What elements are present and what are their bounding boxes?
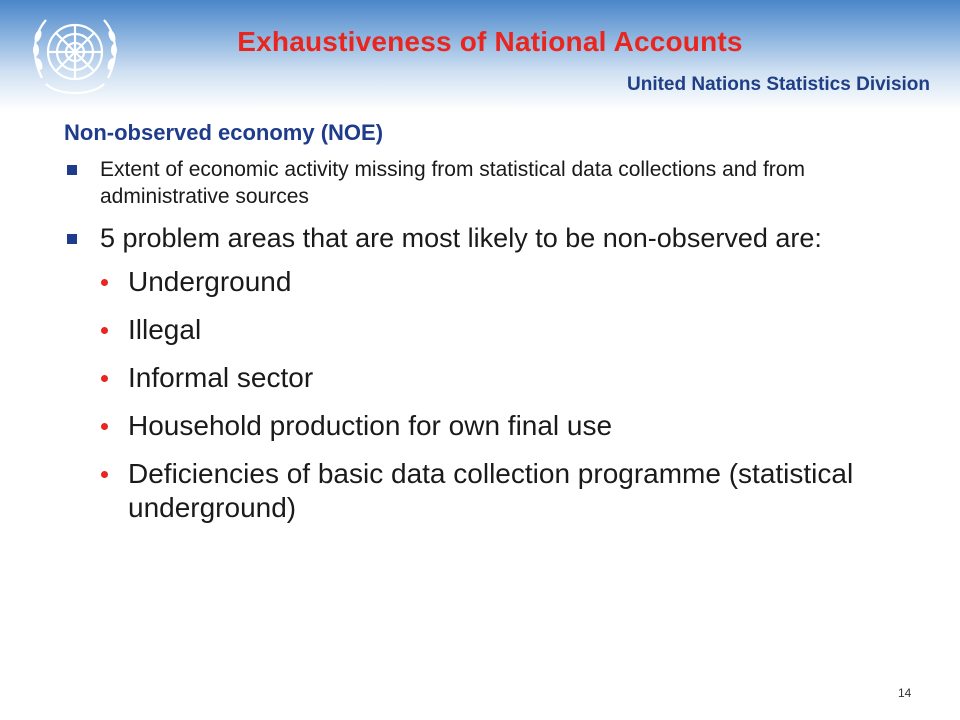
- bullet-point: [64, 222, 924, 255]
- slide-title: Exhaustiveness of National Accounts: [237, 26, 743, 57]
- section-heading: Non-observed economy (NOE): [64, 120, 384, 145]
- bullet-text: 5 problem areas that are most likely to be non-observed are:: [100, 223, 822, 253]
- list-item-text: Informal sector: [128, 362, 314, 393]
- dot-bullet-icon: [101, 375, 108, 382]
- bullet-point: [64, 156, 924, 210]
- bullet-text: Extent of economic activity missing from statistical data collections and from administrative sources: [100, 158, 805, 208]
- list-item-text: Illegal: [128, 314, 202, 345]
- organization-name: United Nations Statistics Division: [627, 74, 930, 95]
- list-item: [64, 313, 924, 347]
- problem-areas-list: [64, 265, 924, 525]
- dot-bullet-icon: [101, 327, 108, 334]
- square-bullet-icon: [67, 234, 77, 244]
- slide-header: [0, 0, 960, 110]
- list-item: [64, 409, 924, 443]
- list-item: [64, 265, 924, 299]
- square-bullet-icon: [67, 165, 77, 175]
- list-item: [64, 457, 924, 525]
- page-number: 14: [898, 686, 912, 700]
- list-item-text: Underground: [128, 266, 292, 297]
- list-item-text: Household production for own final use: [128, 410, 613, 441]
- dot-bullet-icon: [101, 471, 108, 478]
- slide-body: [64, 120, 924, 539]
- dot-bullet-icon: [101, 279, 108, 286]
- dot-bullet-icon: [101, 423, 108, 430]
- un-emblem-icon: [22, 8, 128, 104]
- list-item: [64, 361, 924, 395]
- list-item-text: Deficiencies of basic data collection programme (statistical underground): [128, 458, 854, 523]
